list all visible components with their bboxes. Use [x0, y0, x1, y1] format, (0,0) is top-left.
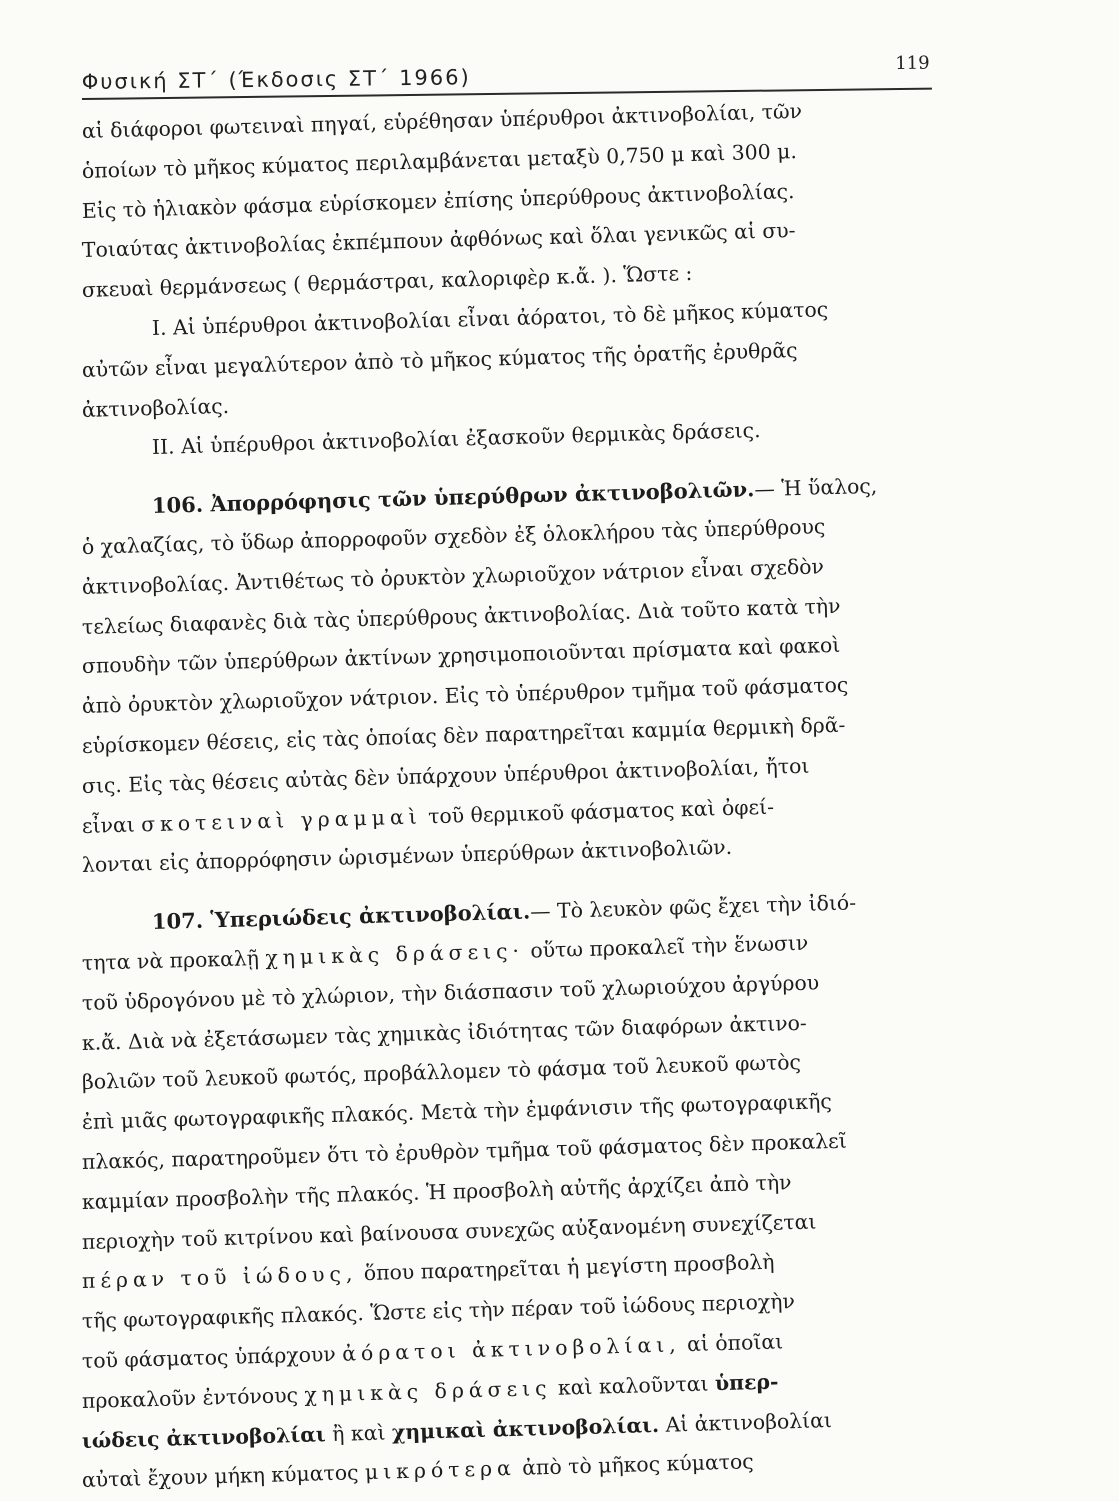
text-line: περιοχὴν τοῦ κιτρίνου καὶ βαίνουσα συνεχῶς αὐξανομένη συνεχίζεται [81, 1209, 817, 1254]
numbered-statement-2: II. Αἱ ὑπέρυθροι ἀκτινοβολίαι ἐξασκοῦν θερμικὰς δράσεις. [151, 418, 761, 460]
emphasized-text: ἀόρατοι ἀκτινοβολίαι, [341, 1332, 681, 1366]
key-term: ιώδεις ἀκτινοβολίαι [81, 1421, 327, 1453]
text-fragment: Αἱ ἀκτινοβολίαι [665, 1407, 833, 1437]
text-line: σπουδὴν τῶν ὑπερύθρων ἀκτίνων χρησιμοποιοῦνται πρίσματα καὶ φακοὶ [81, 633, 841, 679]
page-body [81, 98, 967, 1501]
text-fragment: τητα νὰ προκαλῇ [81, 946, 260, 975]
text-line: αὐτῶν εἶναι μεγαλύτερον ἀπὸ τὸ μῆκος κύματος τῆς ὁρατῆς ἐρυθρᾶς [81, 337, 798, 382]
text-line: ἐπὶ μιᾶς φωτογραφικῆς πλακός. Μετὰ τὴν ἐμφάνισιν τῆς φωτογραφικῆς [81, 1089, 833, 1135]
key-term: χημικαὶ ἀκτινοβολίαι. [391, 1412, 660, 1444]
text-line: ὁ χαλαζίας, τὸ ὕδωρ ἀπορροφοῦν σχεδὸν ἐξ ὁλοκλήρου τὰς ὑπερύθρους [81, 514, 826, 559]
text-fragment: ἢ καὶ [331, 1420, 386, 1446]
text-fragment: οὕτω προκαλεῖ τὴν ἕνωσιν [530, 930, 809, 963]
emphasized-text: σκοτειναὶ γραμμαὶ [140, 804, 423, 836]
text-line: κ.ἄ. Διὰ νὰ ἐξετάσωμεν τὰς χημικὰς ἰδιότητας τῶν διαφόρων ἀκτινο- [81, 1010, 808, 1055]
text-line: τῆς φωτογραφικῆς πλακός. Ὥστε εἰς τὴν πέραν τοῦ ἰώδους περιοχὴν [81, 1289, 796, 1334]
emphasized-text: χημικὰς δράσεις· [265, 938, 525, 970]
emphasized-text: χημικὰς δράσεις [304, 1375, 552, 1407]
header-title: Φυσική ΣΤ΄ (Έκδοσις ΣΤ΄ 1966) [81, 65, 471, 95]
text-line: ὁποίων τὸ μῆκος κύματος περιλαμβάνεται μεταξὺ 0,750 μ καὶ 300 μ. [81, 138, 798, 183]
text-line: εὑρίσκομεν θέσεις, εἰς τὰς ὁποίας δὲν παρατηρεῖται καμμία θερμικὴ δρᾶ- [81, 712, 846, 758]
text-fragment: καὶ καλοῦνται [557, 1371, 709, 1400]
text-fragment: ἀπὸ τὸ μῆκος κύματος [521, 1449, 754, 1480]
section-107-heading: 107. Ὑπεριώδεις ἀκτινοβολίαι. [151, 898, 531, 935]
text-line: τελείως διαφανὲς διὰ τὰς ὑπερύθρους ἀκτινοβολίας. Διὰ τοῦτο κατὰ τὴν [81, 593, 841, 639]
text-line: ἀκτινοβολίας. Ἀντιθέτως τὸ ὀρυκτὸν χλωριοῦχον νάτριον εἶναι σχεδὸν [81, 554, 825, 599]
section-107-first-text: — Τὸ λευκὸν φῶς ἔχει τὴν ἰδιό- [529, 890, 857, 924]
text-line: καμμίαν προσβολὴν τῆς πλακός. Ἡ προσβολὴ αὐτῆς ἀρχίζει ἀπὸ τὴν [81, 1169, 792, 1214]
text-line: Τοιαύτας ἀκτινοβολίας ἐκπέμπουν ἀφθόνως καὶ ὅλαι γενικῶς αἱ συ- [81, 218, 796, 263]
text-line: σκευαὶ θερμάνσεως ( θερμάστραι, καλοριφὲρ κ.ἄ. ). Ὥστε : [81, 261, 693, 303]
text-fragment: προκαλοῦν ἐντόνους [81, 1382, 299, 1413]
text-line: αἱ διάφοροι φωτειναὶ πηγαί, εὑρέθησαν ὑπέρυθροι ἀκτινοβολίαι, τῶν [81, 98, 803, 143]
text-fragment: ὅπου παρατηρεῖται ἡ μεγίστη προσβολὴ [363, 1249, 775, 1286]
emphasized-text: πέραν τοῦ ἰώδους, [81, 1261, 358, 1294]
text-fragment: τοῦ θερμικοῦ φάσματος καὶ ὀφεί- [427, 794, 775, 828]
text-line: ἀκτινοβολίας. [81, 393, 230, 422]
section-106-heading: 106. Ἀπορρόφησις τῶν ὑπερύθρων ἀκτινοβολιῶν. [151, 476, 755, 519]
text-line: ἀπὸ ὀρυκτὸν χλωριοῦχον νάτριον. Εἰς τὸ ὑπέρυθρον τμῆμα τοῦ φάσματος [81, 672, 849, 719]
text-line: λονται εἰς ἀπορρόφησιν ὡρισμένων ὑπερύθρων ἀκτινοβολιῶν. [81, 835, 733, 878]
text-line: πλακός, παρατηροῦμεν ὅτι τὸ ἐρυθρὸν τμῆμα τοῦ φάσματος δὲν προκαλεῖ [81, 1128, 847, 1174]
text-fragment: εἶναι [81, 812, 136, 838]
key-term: ὑπερ- [714, 1369, 779, 1396]
emphasized-text: μικρότερα [364, 1456, 517, 1485]
text-line: βολιῶν τοῦ λευκοῦ φωτός, προβάλλομεν τὸ φάσμα τοῦ λευκοῦ φωτὸς [81, 1050, 802, 1095]
text-line: τοῦ ὑδρογόνου μὲ τὸ χλώριον, τὴν διάσπασιν τοῦ χλωριούχου ἀργύρου [81, 970, 820, 1015]
text-line: σις. Εἰς τὰς θέσεις αὐτὰς δὲν ὑπάρχουν ὑπέρυθροι ἀκτινοβολίαι, ἤτοι [81, 753, 810, 798]
page-number: 119 [895, 52, 930, 75]
text-line: Εἰς τὸ ἡλιακὸν φάσμα εὑρίσκομεν ἐπίσης ὑπερύθρους ἀκτινοβολίας. [81, 178, 795, 223]
section-106-first-text: — Ἡ ὕαλος, [754, 473, 878, 502]
text-fragment: τοῦ φάσματος ὑπάρχουν [81, 1341, 337, 1373]
text-fragment: αἱ ὁποῖαι [686, 1329, 784, 1356]
numbered-statement-1: I. Αἱ ὑπέρυθροι ἀκτινοβολίαι εἶναι ἀόρατοι, τὸ δὲ μῆκος κύματος [151, 297, 829, 341]
text-fragment: αὐταὶ ἔχουν μήκη κύματος [81, 1460, 359, 1493]
